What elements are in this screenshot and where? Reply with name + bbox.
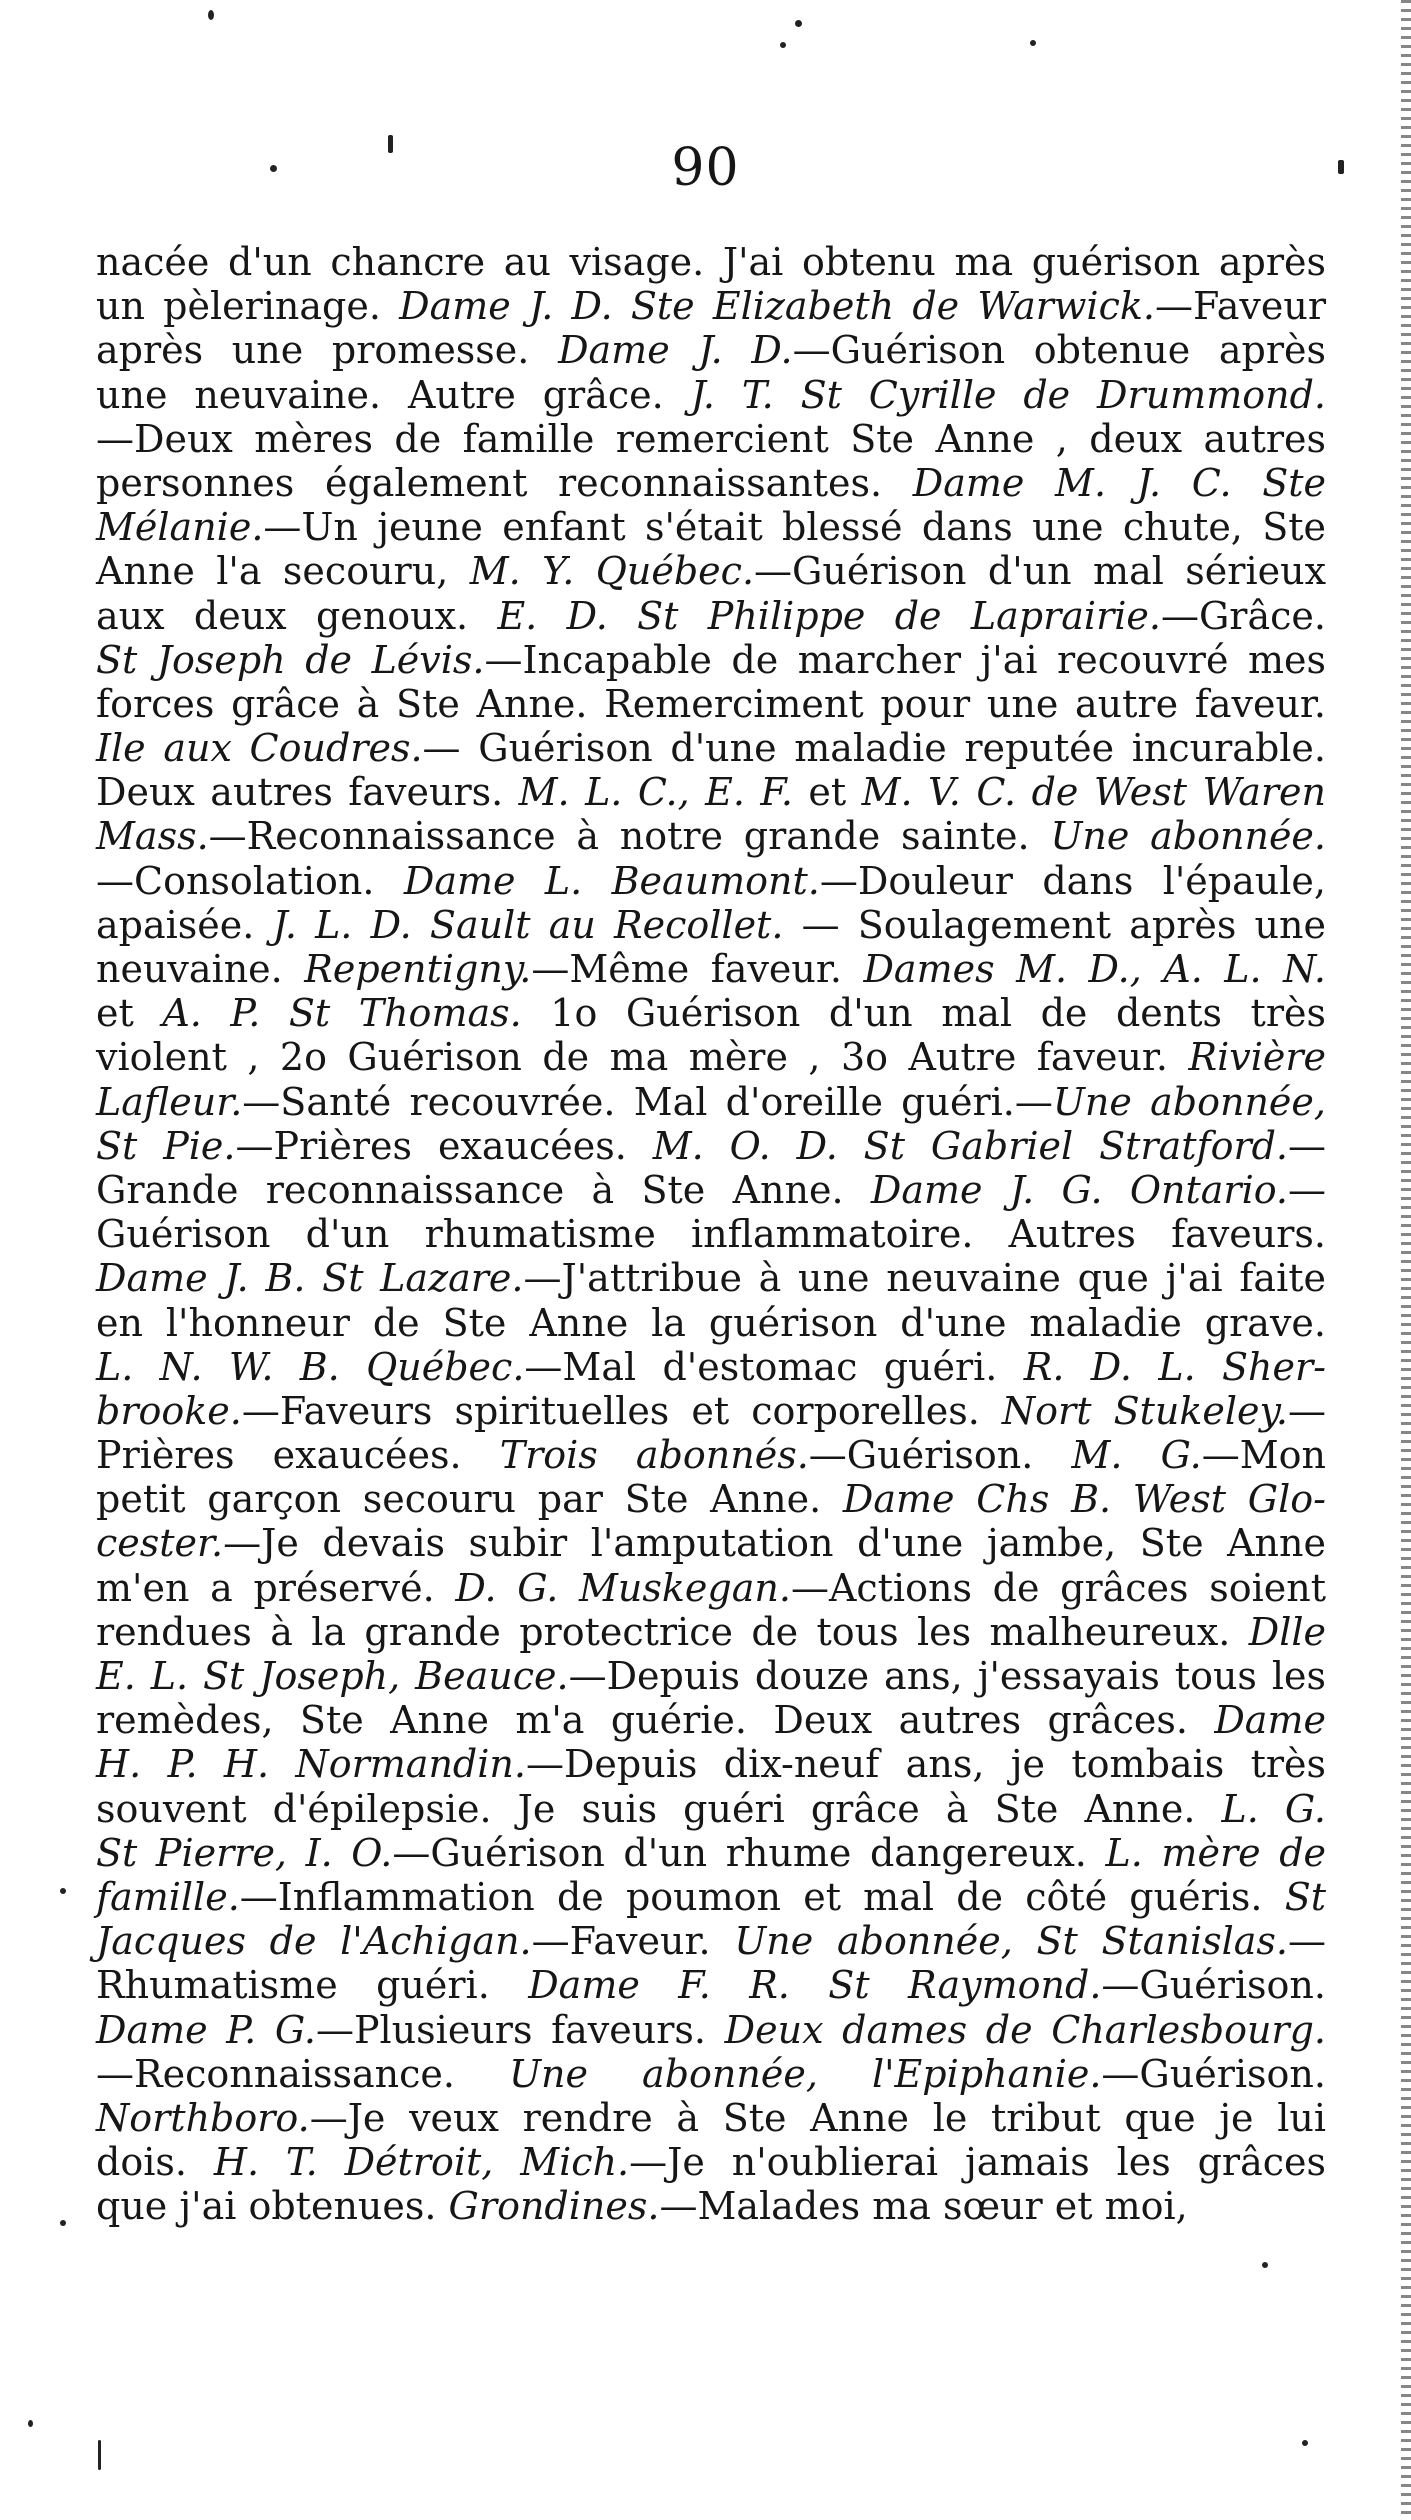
italic-name: M. G. [1071, 1433, 1202, 1478]
text-run: — [1288, 1123, 1327, 1168]
text-run: — [1288, 1167, 1327, 1212]
text-line [96, 2008, 1326, 2052]
text-run: —Consolation. [96, 858, 404, 903]
text-line [96, 903, 1326, 947]
text-run: que j'ai obtenues. [96, 2184, 449, 2229]
italic-name: Dame [1214, 1698, 1326, 1743]
text-run: 1o Guérison d'un mal de dents très [521, 991, 1326, 1036]
ink-speck [28, 2420, 33, 2427]
text-run: violent , 2o Guérison de ma mère , 3o Autre faveur. [96, 1035, 1189, 1080]
italic-name: A. P. St Thomas. [162, 991, 522, 1036]
text-line [96, 1521, 1326, 1565]
text-run: —Malades ma sœur et moi, [659, 2184, 1188, 2229]
text-line [96, 461, 1326, 505]
text-run: —Reconnaissance. [96, 2051, 510, 2096]
text-run: —Incapable de marcher j'ai recouvré mes [484, 637, 1326, 682]
italic-name: Dlle [1248, 1609, 1326, 1654]
text-run: —Faveur [1154, 284, 1327, 329]
text-run: —Mal d'estomac guéri. [524, 1344, 1024, 1389]
text-run: —Deux mères de famille remercient Ste Anne , deux autres [96, 416, 1326, 461]
text-run: —Faveurs spirituelles et corporelles. [241, 1388, 1002, 1433]
text-line [96, 1654, 1326, 1698]
text-line [96, 2052, 1326, 2096]
text-run: rendues à la grande protectrice de tous les malheureux. [96, 1609, 1249, 1654]
text-run: — [1288, 1388, 1326, 1433]
italic-name: M. O. D. St Gabriel Stratford. [652, 1123, 1289, 1168]
text-run: —Grâce. [1160, 593, 1326, 638]
text-run: Guérison d'un rhumatisme inflammatoire. Autres faveurs. [96, 1212, 1326, 1257]
text-run: —Guérison d'un mal sérieux [754, 549, 1326, 594]
italic-name: Deux dames de Charlesbourg. [724, 2007, 1327, 2052]
italic-name: Mélanie. [96, 505, 264, 550]
text-run: Prières exaucées. [96, 1433, 500, 1478]
text-line [96, 1477, 1326, 1521]
text-line [96, 1256, 1326, 1300]
text-line [96, 1124, 1326, 1168]
text-run: —Guérison. [1101, 2051, 1326, 2096]
text-line [96, 1610, 1326, 1654]
text-run: souvent d'épilepsie. Je suis guéri grâce à Ste Anne. [96, 1786, 1222, 1831]
text-line [96, 1831, 1326, 1875]
italic-name: brooke. [96, 1388, 242, 1433]
ink-speck [1262, 2262, 1268, 2268]
text-run: — [1287, 1919, 1326, 1964]
text-run: —Douleur dans l'épaule, [819, 858, 1326, 903]
text-line [96, 814, 1326, 858]
page-edge-shadow [1401, 0, 1411, 2520]
ink-speck [60, 2220, 66, 2226]
text-line [96, 638, 1326, 682]
text-run: —Reconnaissance à notre grande sainte. [208, 814, 1051, 859]
text-line [96, 947, 1326, 991]
text-run: —Prières exaucées. [235, 1123, 653, 1168]
text-run: —Faveur. [531, 1919, 735, 1964]
text-run: un pèlerinage. [96, 284, 400, 329]
text-run: nacée d'un chancre au visage. J'ai obtenu ma guérison après [96, 240, 1326, 284]
text-line [96, 1566, 1326, 1610]
italic-name: Dame J. D. Ste Elizabeth de Warwick. [399, 284, 1155, 329]
text-line [96, 1168, 1326, 1212]
text-run: —Inflammation de poumon et mal de côté guéris. [239, 1874, 1285, 1919]
italic-name: cester. [96, 1521, 224, 1566]
italic-name: Dame M. J. C. Ste [912, 460, 1327, 505]
text-run: Rhumatisme guéri. [96, 1963, 529, 2008]
italic-name: Une abonnée, [1052, 1079, 1326, 1124]
text-line [96, 594, 1326, 638]
text-run: neuvaine. [96, 947, 305, 991]
text-line [96, 2096, 1326, 2140]
italic-name: Rivière [1188, 1035, 1326, 1080]
ink-speck [1338, 160, 1344, 174]
text-line [96, 1080, 1326, 1124]
text-run: —Depuis douze ans, j'essayais tous les [568, 1654, 1326, 1698]
text-run: —Guérison. [1101, 1963, 1326, 2008]
italic-name: M. V. C. de West Waren [861, 770, 1327, 815]
italic-name: J. T. St Cyrille de Drummond. [690, 372, 1326, 417]
text-run: forces grâce à Ste Anne. Remerciment pour une autre faveur. [96, 681, 1326, 726]
italic-name: H. T. Détroit, Mich. [213, 2140, 630, 2185]
italic-name: Jacques de l'Achigan. [96, 1919, 532, 1964]
body-text [96, 240, 1326, 2228]
text-run: —Je devais subir l'amputation d'une jambe, Ste Anne [223, 1521, 1326, 1566]
text-line [96, 373, 1326, 417]
text-run: remèdes, Ste Anne m'a guérie. Deux autres grâces. [96, 1698, 1215, 1743]
ink-speck [60, 1888, 66, 1894]
italic-name: St Pierre, I. O. [96, 1830, 393, 1875]
text-line [96, 417, 1326, 461]
italic-name: Nort Stukeley. [1001, 1388, 1288, 1433]
text-line [96, 726, 1326, 770]
text-run: aux deux genoux. [96, 593, 498, 638]
italic-name: St [1284, 1874, 1326, 1919]
text-line [96, 328, 1326, 372]
italic-name: Mass. [96, 814, 209, 859]
text-line [96, 1787, 1326, 1831]
text-line [96, 991, 1326, 1035]
text-line [96, 2140, 1326, 2184]
italic-name: J. L. D. Sault au Recollet. [272, 902, 784, 947]
text-line [96, 1433, 1326, 1477]
text-line [96, 682, 1326, 726]
italic-name: L. N. W. B. Québec. [96, 1344, 525, 1389]
text-run: et [96, 991, 163, 1036]
italic-name: Dame J. B. St Lazare. [96, 1256, 524, 1301]
ink-speck [1302, 2440, 1308, 2446]
italic-name: R. D. L. Sher- [1023, 1344, 1326, 1389]
italic-name: Dame P. G. [96, 2007, 316, 2052]
italic-name: Dame F. R. St Raymond. [528, 1963, 1102, 2008]
text-line [96, 1742, 1326, 1786]
text-run: —Guérison. [808, 1433, 1072, 1478]
text-line [96, 859, 1326, 903]
italic-name: D. G. Muskegan. [455, 1565, 791, 1610]
text-run: —Mon [1201, 1433, 1326, 1478]
italic-name: Dames M. D., A. L. N. [863, 947, 1326, 991]
text-run: et [792, 770, 862, 815]
text-line [96, 240, 1326, 284]
text-run: —Actions de grâces soient [790, 1565, 1326, 1610]
italic-name: St Joseph de Lévis. [96, 637, 485, 682]
text-run: Anne l'a secouru, [96, 549, 470, 594]
ink-speck [780, 42, 786, 48]
italic-name: Lafleur. [96, 1079, 243, 1124]
text-line [96, 505, 1326, 549]
text-line [96, 2184, 1326, 2228]
text-line [96, 1875, 1326, 1919]
italic-name: M. Y. Québec. [469, 549, 755, 594]
text-run: —Je veux rendre à Ste Anne le tribut que je lui [309, 2095, 1326, 2140]
text-line [96, 1301, 1326, 1345]
italic-name: St Pie. [96, 1123, 236, 1168]
text-run: —Guérison obtenue après [792, 328, 1326, 373]
italic-name: Dame Chs B. West Glo- [842, 1477, 1326, 1522]
italic-name: L. mère de [1105, 1830, 1327, 1875]
italic-name: H. P. H. Normandin. [96, 1742, 526, 1787]
text-run: dois. [96, 2140, 214, 2185]
text-run: une neuvaine. Autre grâce. [96, 372, 691, 417]
text-run: Grande reconnaissance à Ste Anne. [96, 1167, 871, 1212]
italic-name: Une abonnée, l'Epiphanie. [509, 2051, 1102, 2096]
ink-speck [98, 2440, 101, 2470]
ink-speck [1030, 40, 1036, 46]
italic-name: Grondines. [448, 2184, 660, 2229]
text-line [96, 549, 1326, 593]
italic-name: E. L. St Joseph, Beauce. [96, 1654, 569, 1698]
text-run: petit garçon secouru par Ste Anne. [96, 1477, 843, 1522]
ink-speck [388, 135, 393, 153]
italic-name: Dame J. D. [558, 328, 793, 373]
text-run: — Soulagement après une [783, 902, 1326, 947]
italic-name: Northboro. [96, 2095, 310, 2140]
ink-speck [208, 10, 214, 20]
text-run: après une promesse. [96, 328, 559, 373]
text-run: —Je n'oublierai jamais les grâces [629, 2140, 1327, 2185]
italic-name: Trois abonnés. [499, 1433, 809, 1478]
text-run: personnes également reconnaissantes. [96, 460, 913, 505]
text-run: apaisée. [96, 902, 273, 947]
text-line [96, 1963, 1326, 2007]
text-run: —Même faveur. [531, 947, 864, 991]
text-line [96, 1389, 1326, 1433]
text-run: —Guérison d'un rhume dangereux. [392, 1830, 1106, 1875]
text-run: —Depuis dix-neuf ans, je tombais très [525, 1742, 1326, 1787]
text-run: Deux autres faveurs. [96, 770, 519, 815]
italic-name: E. D. St Philippe de Laprairie. [497, 593, 1161, 638]
text-run: — Guérison d'une maladie reputée incurable. [422, 726, 1326, 771]
text-run: —J'attribue à une neuvaine que j'ai faite [523, 1256, 1326, 1301]
text-run: —Santé recouvrée. Mal d'oreille guéri.— [242, 1079, 1053, 1124]
text-line [96, 770, 1326, 814]
italic-name: M. L. C., E. F. [518, 770, 793, 815]
italic-name: famille. [96, 1874, 240, 1919]
italic-name: Dame J. G. Ontario. [870, 1167, 1289, 1212]
text-line [96, 1212, 1326, 1256]
text-line [96, 1919, 1326, 1963]
text-line [96, 1035, 1326, 1079]
italic-name: L. G. [1221, 1786, 1326, 1831]
italic-name: Une abonnée, St Stanislas. [734, 1919, 1288, 1964]
text-run: —Plusieurs faveurs. [315, 2007, 725, 2052]
text-run: —Un jeune enfant s'était blessé dans une chute, Ste [263, 505, 1326, 550]
italic-name: Une abonnée. [1050, 814, 1327, 859]
ink-speck [270, 165, 277, 172]
text-line [96, 284, 1326, 328]
ink-speck [795, 20, 802, 27]
italic-name: Repentigny. [304, 947, 532, 991]
italic-name: Dame L. Beaumont. [403, 858, 820, 903]
text-line [96, 1698, 1326, 1742]
page-number: 90 [671, 138, 740, 198]
italic-name: Ile aux Coudres. [96, 726, 423, 771]
text-run: en l'honneur de Ste Anne la guérison d'une maladie grave. [96, 1300, 1326, 1345]
text-run: m'en a préservé. [96, 1565, 456, 1610]
text-line [96, 1345, 1326, 1389]
